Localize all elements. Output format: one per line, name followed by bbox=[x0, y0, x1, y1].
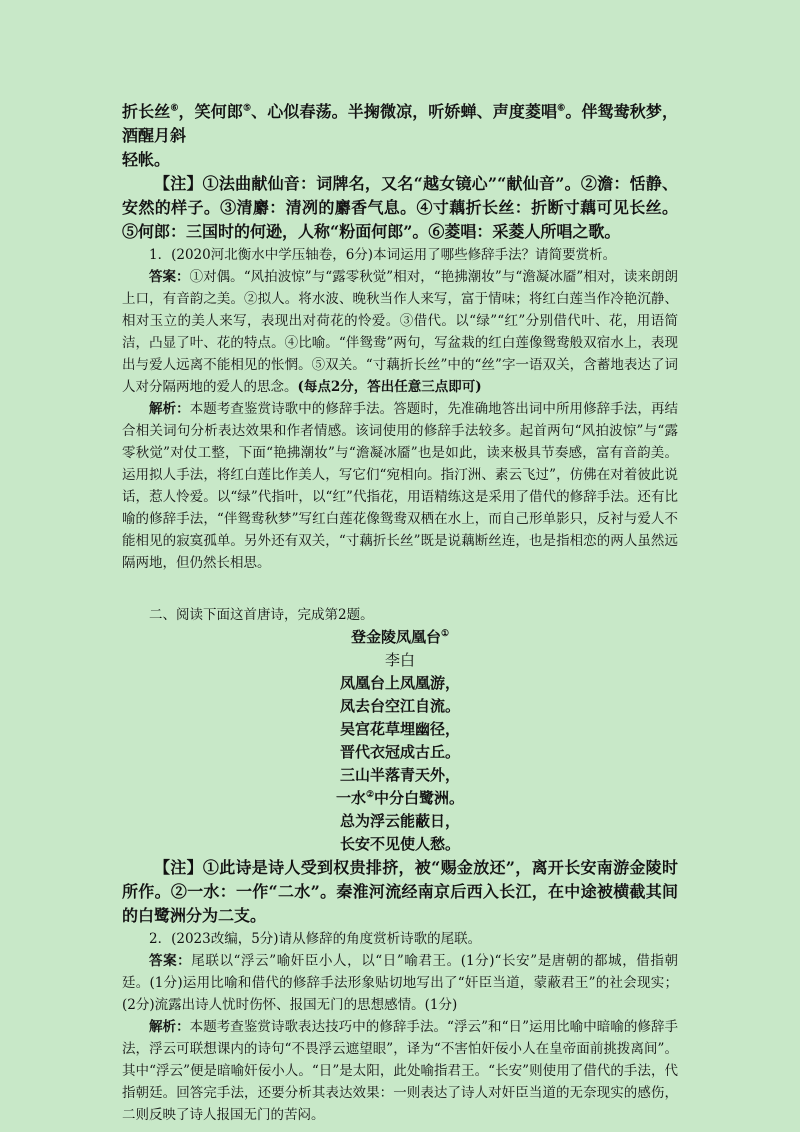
q1-analysis-text: 本题考查鉴赏诗歌中的修辞手法。答题时，先准确地答出词中所用修辞手法，再结合相关词句分析表达效果和作者情感。该词使用的修辞手法较多。起首两句“风拍波惊”与“露零秋觉”对仗工整，下面“艳拂潮妆”与“澹凝冰靥”也是如此，读来极具节奏感，富有音韵美。运用拟人手法，将红白莲比作美人，写它们“宛相向。指汀洲、素云飞过”，仿佛在对着彼此说话，惹人怜爱。以“绿”代指叶，以“红”代指花，用语精练这是采用了借代的修辞手法。还有比喻的修辞手法，“伴鸳鸯秋梦”写红白莲花像鸳鸯双栖在水上，而自己形单影只，反衬与爱人不能相见的寂寞孤单。另外还有双关，“寸藕折长丝”既是说藕断丝连，也是指相恋的两人虽然远隔两地，但仍然长相思。 bbox=[122, 401, 679, 571]
poem2-line: 总为浮云能蔽日， bbox=[339, 812, 460, 830]
q2-question: 2．(2023改编，5分)请从修辞的角度赏析诗歌的尾联。 bbox=[149, 931, 482, 947]
poem2-line: 凤去台空江自流。 bbox=[339, 697, 460, 715]
q1-question: 1．(2020河北衡水中学压轴卷，6分)本词运用了哪些修辞手法？请简要赏析。 bbox=[149, 247, 617, 263]
poem2-note: 【注】①此诗是诗人受到权贵排挤，被“赐金放还”，离开长安南游金陵时所作。②一水：一作“二水”。秦淮河流经南京后西入长江，在中途被横截其间的白鹭洲分为二支。 bbox=[122, 858, 678, 925]
answer-label: 答案： bbox=[149, 269, 190, 285]
analysis-label: 解析： bbox=[149, 401, 190, 417]
q2-analysis bbox=[122, 1016, 678, 1126]
poem2-line: 一水②中分白鹭洲。 bbox=[335, 789, 465, 807]
poem2-line: 吴宫花草埋幽径， bbox=[339, 720, 460, 738]
section2-heading: 二、阅读下面这首唐诗，完成第2题。 bbox=[149, 607, 374, 623]
answer-label: 答案： bbox=[149, 953, 192, 969]
q1-analysis bbox=[122, 398, 678, 574]
poem2 bbox=[122, 626, 678, 856]
poem2-line: 凤凰台上凤凰游， bbox=[339, 674, 460, 692]
poem2-author: 李白 bbox=[384, 651, 415, 669]
q2-answer-text: 尾联以“浮云”喻奸臣小人，以“日”喻君王。(1分)“长安”是唐朝的都城，借指朝廷。(1分)运用比喻和借代的修辞手法形象贴切地写出了“奸臣当道，蒙蔽君王”的社会现实；(2分)流露出诗人忧时伤怀、报国无门的思想感情。(1分) bbox=[122, 953, 678, 1013]
q2-answer bbox=[122, 950, 678, 1016]
poem1-tail-line2: 轻帐。 bbox=[122, 150, 171, 169]
q1-answer-text: ①对偶。“风拍波惊”与“露零秋觉”相对，“艳拂潮妆”与“澹凝冰靥”相对，读来朗朗上口，有音韵之美。②拟人。将水波、晚秋当作人来写，富于情味；将红白莲当作冷艳沉静、相对玉立的美人来写，表现出对荷花的怜爱。③借代。以“绿”“红”分别借代叶、花，用语简洁，凸显了叶、花的特点。④比喻。“伴鸳鸯”两句，写盆栽的红白莲像鸳鸯般双宿水上，表现出与爱人远离不能相见的怅惘。⑤双关。“寸藕折长丝”中的“丝”字一语双关，含蓄地表达了词人对分隔两地的爱人的思念。 bbox=[122, 269, 678, 395]
q2-analysis-text: 本题考查鉴赏诗歌表达技巧中的修辞手法。“浮云”和“日”运用比喻中暗喻的修辞手法，浮云可联想课内的诗句“不畏浮云遮望眼”，译为“不害怕奸佞小人在皇帝面前挑拨离间”。其中“浮云”便是暗喻奸佞小人。“日”是太阳，此处喻指君王。“长安”则使用了借代的手法，代指朝廷。回答完手法，还要分析其表达效果：一则表达了诗人对奸臣当道的无奈现实的感伤，二则反映了诗人报国无门的苦闷。 bbox=[122, 1019, 679, 1123]
poem2-title: 登金陵凤凰台① bbox=[350, 628, 450, 646]
spacer bbox=[122, 574, 678, 604]
poem1-tail-line1: 折长丝⑥，笑何郎⑤、心似春荡。半掬微凉，听娇蝉、声度菱唱⑥。伴鸳鸯秋梦，酒醒月斜 bbox=[122, 102, 678, 145]
poem2-line: 晋代衣冠成古丘。 bbox=[339, 743, 460, 761]
analysis-label: 解析： bbox=[149, 1019, 190, 1035]
poem1-note: 【注】①法曲献仙音：词牌名，又名“越女镜心”“献仙音”。②澹：恬静、安然的样子。③清麝：清冽的麝香气息。④寸藕折长丝：折断寸藕可见长丝。⑤何郎：三国时的何逊，人称“粉面何郎”。⑥菱唱：采菱人所唱之歌。 bbox=[122, 174, 678, 241]
q1-answer bbox=[122, 266, 678, 398]
q1-answer-scoring: (每点2分，答出任意三点即可) bbox=[297, 379, 482, 395]
poem2-line: 三山半落青天外， bbox=[339, 766, 460, 784]
poem2-line: 长安不见使人愁。 bbox=[339, 835, 460, 853]
